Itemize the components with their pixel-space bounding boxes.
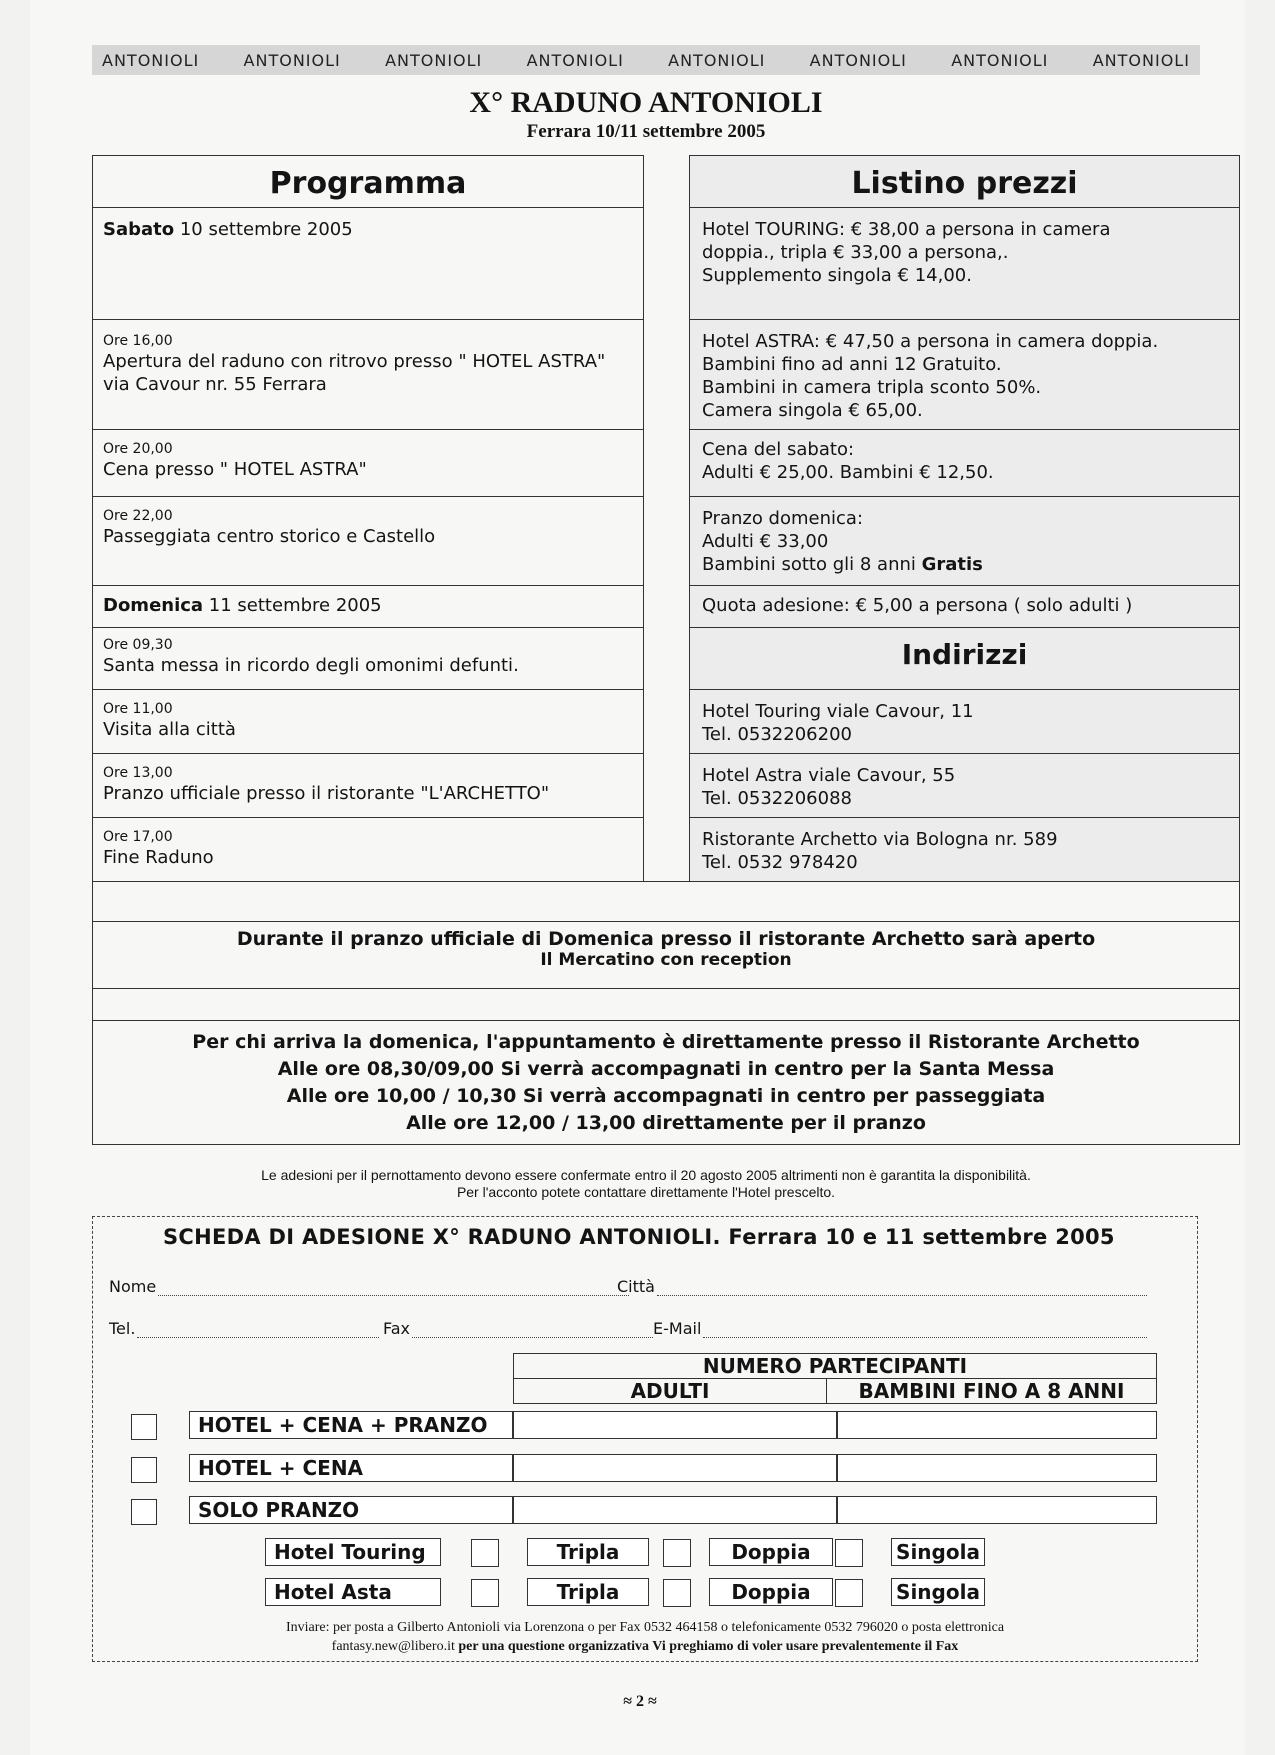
pranzo-free-label: Gratis — [921, 554, 983, 575]
option-hotel-cena: HOTEL + CENA — [189, 1454, 513, 1482]
domenica-line: Alle ore 08,30/09,00 Si verrà accompagnati in centro per la Santa Messa — [277, 1058, 1055, 1080]
email-label: E-Mail — [653, 1319, 702, 1338]
city-label: Città — [617, 1277, 655, 1296]
program-item — [93, 628, 644, 690]
pranzo-price-line: Adulti € 33,00 — [702, 531, 829, 552]
page-title: X° RADUNO ANTONIOLI — [469, 86, 823, 119]
program-text: Apertura del raduno con ritrovo presso " HOTEL ASTRA" via Cavour nr. 55 Ferrara — [103, 351, 606, 395]
column-gap — [644, 208, 690, 320]
ornament-left: ≈ — [623, 1693, 632, 1710]
email-line[interactable] — [703, 1323, 1147, 1338]
tel-line[interactable] — [137, 1323, 379, 1338]
address-line: Ristorante Archetto via Bologna nr. 589 — [702, 829, 1058, 850]
city-line[interactable] — [657, 1281, 1147, 1296]
notice-line: Le adesioni per il pernottamento devono essere confermate entro il 20 agosto 2005 altrimenti non è garantita la disponibilità. — [261, 1167, 1031, 1183]
domenica-line: Alle ore 12,00 / 13,00 direttamente per il pranzo — [406, 1112, 926, 1134]
domenica-notice — [93, 1021, 1240, 1145]
address-line: Hotel Touring viale Cavour, 11 — [702, 701, 974, 722]
option-checkbox[interactable] — [131, 1499, 157, 1525]
option-hotel-cena-pranzo: HOTEL + CENA + PRANZO — [189, 1411, 513, 1439]
adulti-input[interactable] — [513, 1496, 837, 1524]
tel-field[interactable] — [109, 1319, 379, 1338]
send-note: per una questione organizzativa Vi preghiamo di voler usare prevalentemente il Fax — [454, 1639, 959, 1654]
listino-heading: Listino prezzi — [851, 166, 1078, 201]
address-phone: Tel. 0532206200 — [702, 724, 852, 745]
column-gap — [644, 156, 690, 208]
address-cell — [690, 754, 1240, 818]
program-text: Cena presso " HOTEL ASTRA" — [103, 459, 367, 480]
singola-checkbox[interactable] — [835, 1539, 863, 1567]
quota-text: Quota adesione: € 5,00 a persona ( solo adulti ) — [702, 595, 1133, 616]
send-instructions — [93, 1618, 1197, 1656]
pranzo-children-label: Bambini sotto gli 8 anni — [702, 554, 922, 575]
column-gap — [644, 430, 690, 497]
day2-cell — [93, 586, 644, 628]
option-solo-pranzo: SOLO PRANZO — [189, 1496, 513, 1524]
adulti-header: ADULTI — [514, 1379, 827, 1404]
day2-weekday: Domenica — [103, 595, 204, 616]
program-price-table — [92, 155, 1240, 1145]
day1-label — [103, 214, 633, 241]
program-item — [93, 430, 644, 497]
booking-notice — [92, 1167, 1200, 1201]
touring-price-line: Hotel TOURING: € 38,00 a persona in camera — [702, 219, 1111, 240]
day1-cell — [93, 208, 644, 320]
name-label: Nome — [109, 1277, 157, 1296]
banner-word: ANTONIOLI — [668, 50, 766, 70]
pranzo-price-cell — [690, 497, 1240, 586]
singola-checkbox[interactable] — [835, 1579, 863, 1607]
address-line: Hotel Astra viale Cavour, 55 — [702, 765, 956, 786]
city-field[interactable] — [617, 1277, 1147, 1296]
singola-label: Singola — [891, 1578, 985, 1606]
astra-price-line: Bambini in camera tripla sconto 50%. — [702, 377, 1042, 398]
spacer-row — [93, 882, 1240, 922]
domenica-line: Per chi arriva la domenica, l'appuntamento è direttamente presso il Ristorante Archetto — [192, 1031, 1140, 1053]
mercatino-line1: Durante il pranzo ufficiale di Domenica presso il ristorante Archetto sarà aperto — [236, 928, 1096, 950]
program-text: Passeggiata centro storico e Castello — [103, 526, 436, 547]
cena-price-line: Adulti € 25,00. Bambini € 12,50. — [702, 462, 994, 483]
banner-word: ANTONIOLI — [385, 50, 483, 70]
pranzo-price-line: Pranzo domenica: — [702, 508, 864, 529]
program-time: Ore 11,00 — [103, 701, 173, 717]
program-text: Fine Raduno — [103, 847, 214, 868]
name-banner — [92, 45, 1200, 75]
name-field[interactable] — [109, 1277, 629, 1296]
tel-label: Tel. — [109, 1319, 136, 1338]
bambini-input[interactable] — [837, 1454, 1157, 1482]
mercatino-line2: Il Mercatino con reception — [540, 950, 792, 970]
name-line[interactable] — [158, 1281, 629, 1296]
column-gap — [644, 497, 690, 586]
ornament-right: ≈ — [648, 1693, 657, 1710]
fax-field[interactable] — [383, 1319, 653, 1338]
hotel-touring-label: Hotel Touring — [265, 1538, 441, 1566]
astra-price-line: Camera singola € 65,00. — [702, 400, 923, 421]
address-phone: Tel. 0532 978420 — [702, 852, 858, 873]
column-gap — [644, 690, 690, 754]
listino-heading-cell — [690, 156, 1240, 208]
program-item — [93, 320, 644, 430]
column-gap — [644, 754, 690, 818]
notice-line: Per l'acconto potete contattare direttamente l'Hotel prescelto. — [456, 1184, 836, 1200]
document-header — [92, 86, 1200, 144]
send-line1: Inviare: per posta a Gilberto Antonioli via Lorenzona o per Fax 0532 464158 o telefonicamente 0532 796020 o posta elettronica — [285, 1620, 1005, 1635]
tripla-checkbox[interactable] — [471, 1579, 499, 1607]
indirizzi-heading: Indirizzi — [901, 638, 1028, 671]
adulti-input[interactable] — [513, 1411, 837, 1439]
mercatino-notice — [93, 922, 1240, 989]
doppia-label: Doppia — [709, 1538, 833, 1566]
form-title: SCHEDA DI ADESIONE X° RADUNO ANTONIOLI. Ferrara 10 e 11 settembre 2005 — [163, 1225, 1115, 1249]
day2-label — [103, 592, 633, 617]
program-time: Ore 17,00 — [103, 829, 173, 845]
column-gap — [644, 320, 690, 430]
registration-form — [92, 1216, 1198, 1662]
program-text: Santa messa in ricordo degli omonimi defunti. — [103, 655, 519, 676]
quota-cell — [690, 586, 1240, 628]
bambini-input[interactable] — [837, 1496, 1157, 1524]
indirizzi-heading-cell — [690, 628, 1240, 690]
email-address: fantasy.new@libero.it — [331, 1639, 455, 1654]
option-checkbox[interactable] — [131, 1457, 157, 1483]
touring-price-cell — [690, 208, 1240, 320]
doppia-checkbox[interactable] — [663, 1579, 691, 1607]
day2-date: 11 settembre 2005 — [203, 595, 382, 616]
astra-price-cell — [690, 320, 1240, 430]
email-field[interactable] — [653, 1319, 1147, 1338]
fax-line[interactable] — [412, 1323, 653, 1338]
page-subtitle: Ferrara 10/11 settembre 2005 — [526, 121, 766, 142]
banner-word: ANTONIOLI — [102, 50, 200, 70]
program-text: Visita alla città — [103, 719, 236, 740]
doppia-label: Doppia — [709, 1578, 833, 1606]
page-number-ornament — [600, 1693, 680, 1711]
program-item — [93, 497, 644, 586]
hotel-asta-label: Hotel Asta — [265, 1578, 441, 1606]
banner-word: ANTONIOLI — [243, 50, 341, 70]
banner-word: ANTONIOLI — [951, 50, 1049, 70]
tripla-checkbox[interactable] — [471, 1539, 499, 1567]
astra-price-line: Hotel ASTRA: € 47,50 a persona in camera doppia. — [702, 331, 1159, 352]
touring-price-line: Supplemento singola € 14,00. — [702, 265, 972, 286]
column-gap — [644, 628, 690, 690]
program-time: Ore 20,00 — [103, 441, 173, 457]
fax-label: Fax — [383, 1319, 411, 1338]
adulti-input[interactable] — [513, 1454, 837, 1482]
singola-label: Singola — [891, 1538, 985, 1566]
program-item — [93, 754, 644, 818]
bambini-input[interactable] — [837, 1411, 1157, 1439]
cena-price-cell — [690, 430, 1240, 497]
participants-header — [513, 1353, 1157, 1404]
banner-word: ANTONIOLI — [1092, 50, 1190, 70]
tripla-label: Tripla — [527, 1578, 649, 1606]
program-time: Ore 22,00 — [103, 508, 173, 524]
programma-heading: Programma — [269, 166, 467, 201]
address-cell — [690, 690, 1240, 754]
astra-price-line: Bambini fino ad anni 12 Gratuito. — [702, 354, 1002, 375]
send-line2 — [93, 1637, 1197, 1656]
spacer-row — [93, 989, 1240, 1021]
program-time: Ore 16,00 — [103, 333, 173, 349]
program-text: Pranzo ufficiale presso il ristorante "L'ARCHETTO" — [103, 783, 550, 804]
column-gap — [644, 818, 690, 882]
program-time: Ore 13,00 — [103, 765, 173, 781]
domenica-line: Alle ore 10,00 / 10,30 Si verrà accompagnati in centro per passeggiata — [286, 1085, 1046, 1107]
option-checkbox[interactable] — [131, 1414, 157, 1440]
touring-price-line: doppia., tripla € 33,00 a persona,. — [702, 242, 1009, 263]
pranzo-price-line — [702, 553, 1227, 576]
bambini-header: BAMBINI FINO A 8 ANNI — [827, 1379, 1157, 1404]
program-item — [93, 690, 644, 754]
day1-weekday: Sabato — [103, 219, 175, 240]
page-number: 2 — [636, 1693, 644, 1710]
address-phone: Tel. 0532206088 — [702, 788, 852, 809]
banner-word: ANTONIOLI — [809, 50, 907, 70]
day1-date: 10 settembre 2005 — [174, 219, 353, 240]
programma-heading-cell — [93, 156, 644, 208]
program-time: Ore 09,30 — [103, 637, 173, 653]
program-item — [93, 818, 644, 882]
column-gap — [644, 586, 690, 628]
cena-price-line: Cena del sabato: — [702, 439, 855, 460]
doppia-checkbox[interactable] — [663, 1539, 691, 1567]
address-cell — [690, 818, 1240, 882]
tripla-label: Tripla — [527, 1538, 649, 1566]
numero-header: NUMERO PARTECIPANTI — [514, 1354, 1157, 1379]
banner-word: ANTONIOLI — [526, 50, 624, 70]
